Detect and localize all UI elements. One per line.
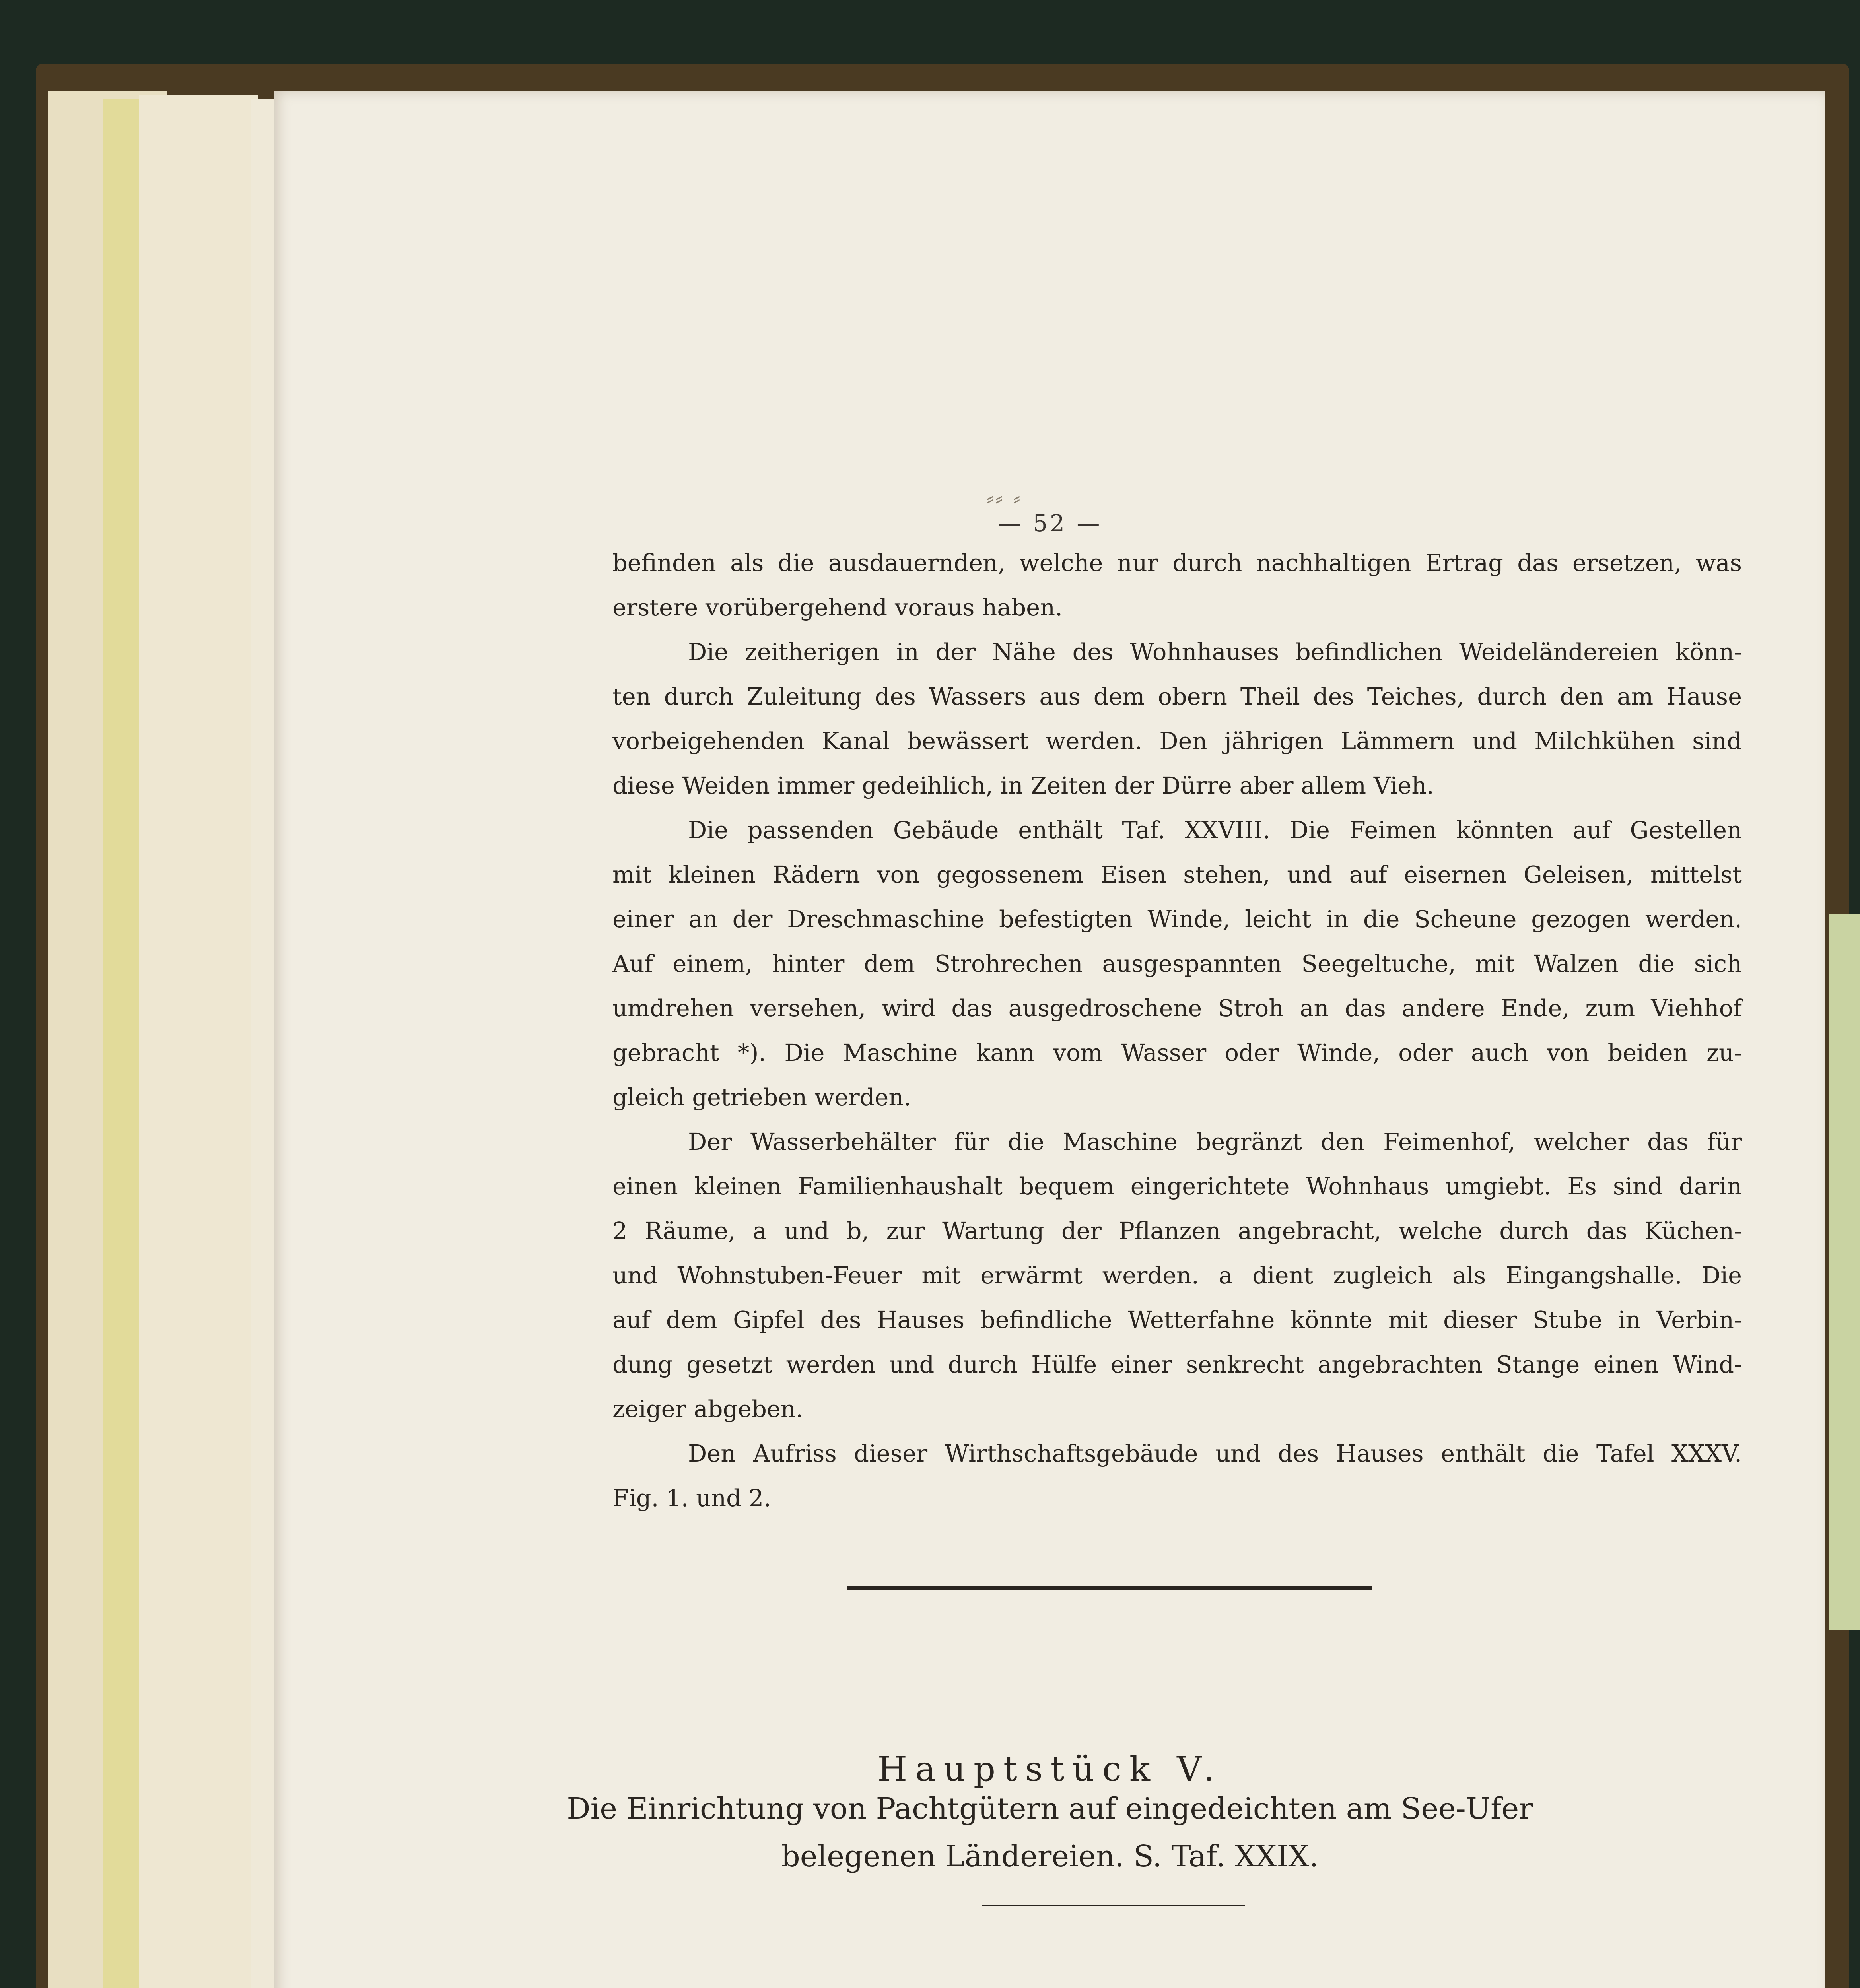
text-line: mit kleinen Rädern von gegossenem Eisen stehen, und auf eisernen Geleisen, mittelst (612, 861, 1742, 888)
text-line: Auf einem, hinter dem Strohrechen ausgespannten Seegeltuche, mit Walzen die sich (612, 950, 1742, 977)
text-line: und Wohnstuben-Feuer mit erwärmt werden. a dient zugleich als Eingangshalle. Die (612, 1262, 1742, 1289)
text-line: Die passenden Gebäude enthält Taf. XXVIII. Die Feimen könnten auf Gestellen (688, 816, 1742, 844)
text-line: einen kleinen Familienhaushalt bequem eingerichtete Wohnhaus umgiebt. Es sind darin (612, 1173, 1742, 1200)
text-line: erstere vorübergehend voraus haben. (612, 594, 1063, 621)
section-rule-bottom (982, 1905, 1245, 1906)
text-line: Die zeitherigen in der Nähe des Wohnhauses befindlichen Weideländereien könn- (688, 638, 1742, 666)
page-stack-edge-yellowed (103, 99, 139, 1988)
text-line: Der Wasserbehälter für die Maschine begränzt den Feimenhof, welcher das für (688, 1128, 1742, 1155)
text-line: Den Aufriss dieser Wirthschaftsgebäude und des Hauses enthält die Tafel XXXV. (688, 1440, 1742, 1467)
page-number: — 52 — (997, 510, 1102, 537)
text-line: diese Weiden immer gedeihlich, in Zeiten der Dürre aber allem Vieh. (612, 772, 1434, 799)
book-page (274, 91, 1825, 1988)
text-line: Fig. 1. und 2. (612, 1484, 771, 1512)
text-line: umdrehen versehen, wird das ausgedroschene Stroh an das andere Ende, zum Viehhof (612, 994, 1742, 1022)
page-stack-edge (139, 95, 258, 1988)
adjacent-plate-edge (1829, 914, 1860, 1630)
text-line: zeiger abgeben. (612, 1395, 803, 1423)
printer-mark: ⸗⸗ ⸗ (986, 485, 1022, 511)
chapter-title: Hauptstück V. (877, 1749, 1223, 1789)
text-line: gebracht *). Die Maschine kann vom Wasser oder Winde, oder auch von beiden zu- (612, 1039, 1742, 1066)
text-line: vorbeigehenden Kanal bewässert werden. Den jährigen Lämmern und Milchkühen sind (612, 727, 1742, 755)
text-line: gleich getrieben werden. (612, 1083, 912, 1111)
text-line: ten durch Zuleitung des Wassers aus dem obern Theil des Teiches, durch den am Hause (612, 683, 1742, 710)
chapter-subtitle-line-2: belegenen Ländereien. S. Taf. XXIX. (781, 1839, 1319, 1873)
text-line: auf dem Gipfel des Hauses befindliche Wetterfahne könnte mit dieser Stube in Verbin- (612, 1306, 1742, 1334)
text-line: dung gesetzt werden und durch Hülfe einer senkrecht angebrachten Stange einen Wind- (612, 1351, 1742, 1378)
text-line: befinden als die ausdauernden, welche nur durch nachhaltigen Ertrag das ersetzen, was (612, 549, 1742, 577)
section-rule-top (847, 1586, 1372, 1590)
text-line: einer an der Dreschmaschine befestigten Winde, leicht in die Scheune gezogen werden. (612, 905, 1742, 933)
chapter-subtitle-line-1: Die Einrichtung von Pachtgütern auf eingedeichten am See-Ufer (567, 1792, 1533, 1826)
text-line: 2 Räume, a und b, zur Wartung der Pflanzen angebracht, welche durch das Küchen- (612, 1217, 1742, 1244)
